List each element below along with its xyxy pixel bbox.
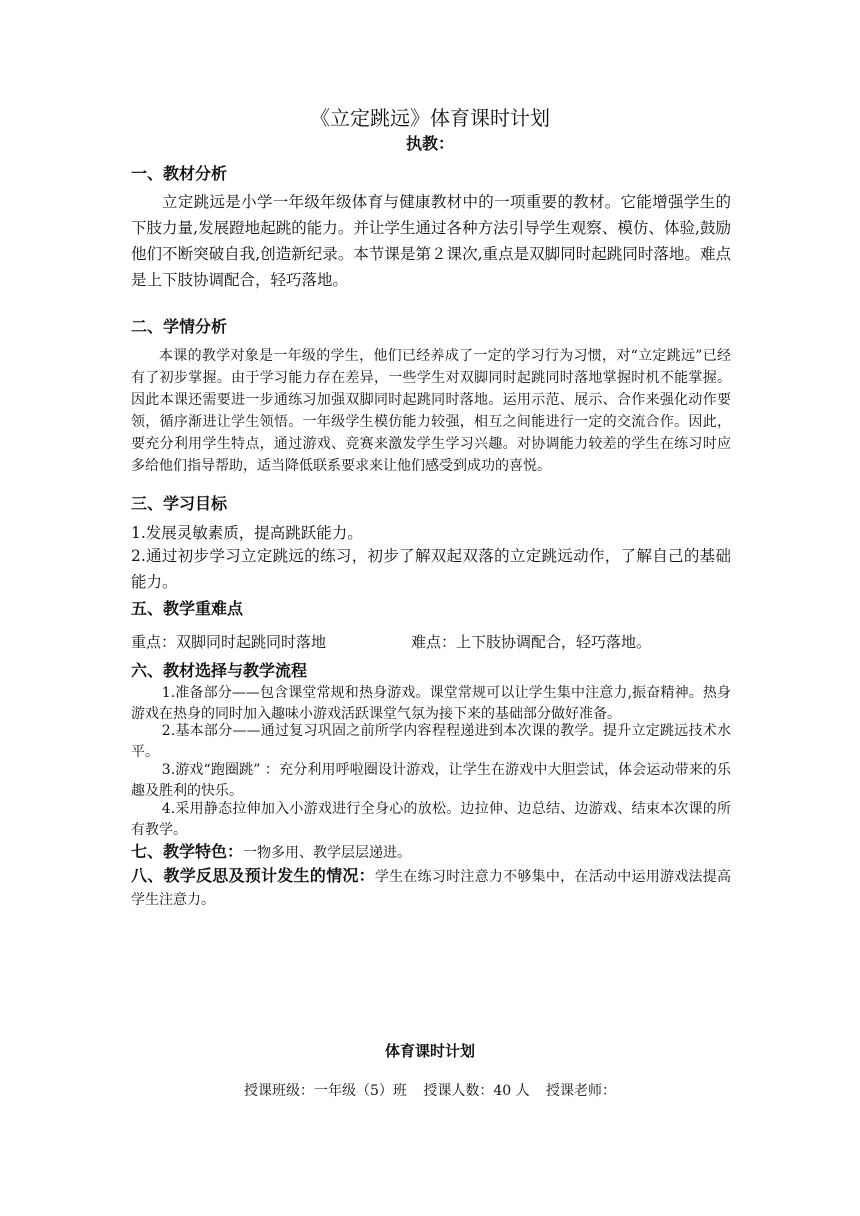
section-heading-goals: 三、学习目标 — [131, 494, 228, 513]
section-heading-process: 六、教材选择与教学流程 — [131, 661, 308, 680]
goal-item-1: 1.发展灵敏素质，提高跳跃能力。 — [131, 524, 363, 542]
section-body-textbook: 立定跳远是小学一年级年级体育与健康教材中的一项重要的教材。它能增强学生的下肢力量,发展蹬地起跳的能力。并让学生通过各种方法引导学生观察、模仿、体验,鼓励他们不断突破自我,创造新纪录。本节课是第２课次,重点是双脚同时起跳同时落地。难点是上下肢协调配合，轻巧落地。 — [131, 193, 731, 289]
section-heading-learner: 二、学情分析 — [131, 317, 228, 336]
difficult-point-label: 难点： — [411, 633, 457, 651]
difficult-point-line — [411, 631, 651, 653]
process-item-3: 3.游戏“跑圈跳” ：充分利用呼啦圈设计游戏，让学生在游戏中大胆尝试，体会运动带来的乐趣及胜利的快乐。 — [131, 762, 731, 799]
section-body-features: 一物多用、教学层层递进。 — [243, 845, 412, 861]
process-item-4: 4.采用静态拉伸加入小游戏进行全身心的放松。边拉伸、边总结、边游戏、结束本次课的所有教学。 — [131, 801, 731, 838]
section-heading-textbook: 一、教材分析 — [131, 164, 228, 183]
difficult-point-value: 上下肢协调配合，轻巧落地。 — [456, 633, 652, 651]
section-heading-reflection: 八、教学反思及预计发生的情况： — [131, 866, 375, 885]
plan-teacher-info: 授课老师： — [546, 1083, 617, 1099]
section-features — [131, 841, 411, 864]
plan-title: 体育课时计划 — [384, 1042, 475, 1060]
document-title: 《立定跳远》体育课时计划 — [310, 106, 550, 130]
section-heading-key-points: 五、教学重难点 — [131, 599, 244, 618]
section-body-reflection: 学生在练习时注意力不够集中，在活动中运用游戏法提高学生注意力。 — [131, 869, 731, 908]
key-point-line — [131, 631, 326, 653]
section-heading-features: 七、教学特色： — [131, 842, 244, 861]
process-item-1: 1.准备部分——包含课堂常规和热身游戏。课堂常规可以让学生集中注意力,振奋精神。热身游戏在热身的同时加入趣味小游戏活跃课堂气氛为接下来的基础部分做好准备。 — [131, 685, 731, 722]
plan-count-info: 授课人数：40 人 — [423, 1083, 530, 1099]
goal-item-2: 2.通过初步学习立定跳远的练习，初步了解双起双落的立定跳远动作，了解自己的基础能力。 — [131, 547, 731, 591]
key-point-value: 双脚同时起跳同时落地 — [176, 633, 327, 651]
plan-class-info: 授课班级：一年级（5）班 — [243, 1083, 407, 1099]
plan-info-line — [0, 1080, 860, 1100]
section-reflection — [131, 864, 731, 912]
key-point-label: 重点： — [131, 633, 177, 651]
section-body-learner: 本课的教学对象是一年级的学生，他们已经养成了一定的学习行为习惯，对“立定跳远”已经有了初步掌握。由于学习能力存在差异，一些学生对双脚同时起跳同时落地掌握时机不能掌握。因此本课还需要进一步通练习加强双脚同时起跳同时落地。运用示范、展示、合作来强化动作要领，循序渐进让学生领悟。一年级学生模仿能力较强，相互之间能进行一定的交流合作。因此，要充分利用学生特点，通过游戏、竞赛来激发学生学习兴趣。对协调能力较差的学生在练习时应多给他们指导帮助，适当降低联系要求来让他们感受到成功的喜悦。 — [131, 348, 731, 474]
teacher-label: 执教： — [405, 134, 454, 153]
process-item-2: 2.基本部分——通过复习巩固之前所学内容程程递进到本次课的教学。提升立定跳远技术水平。 — [131, 723, 731, 760]
